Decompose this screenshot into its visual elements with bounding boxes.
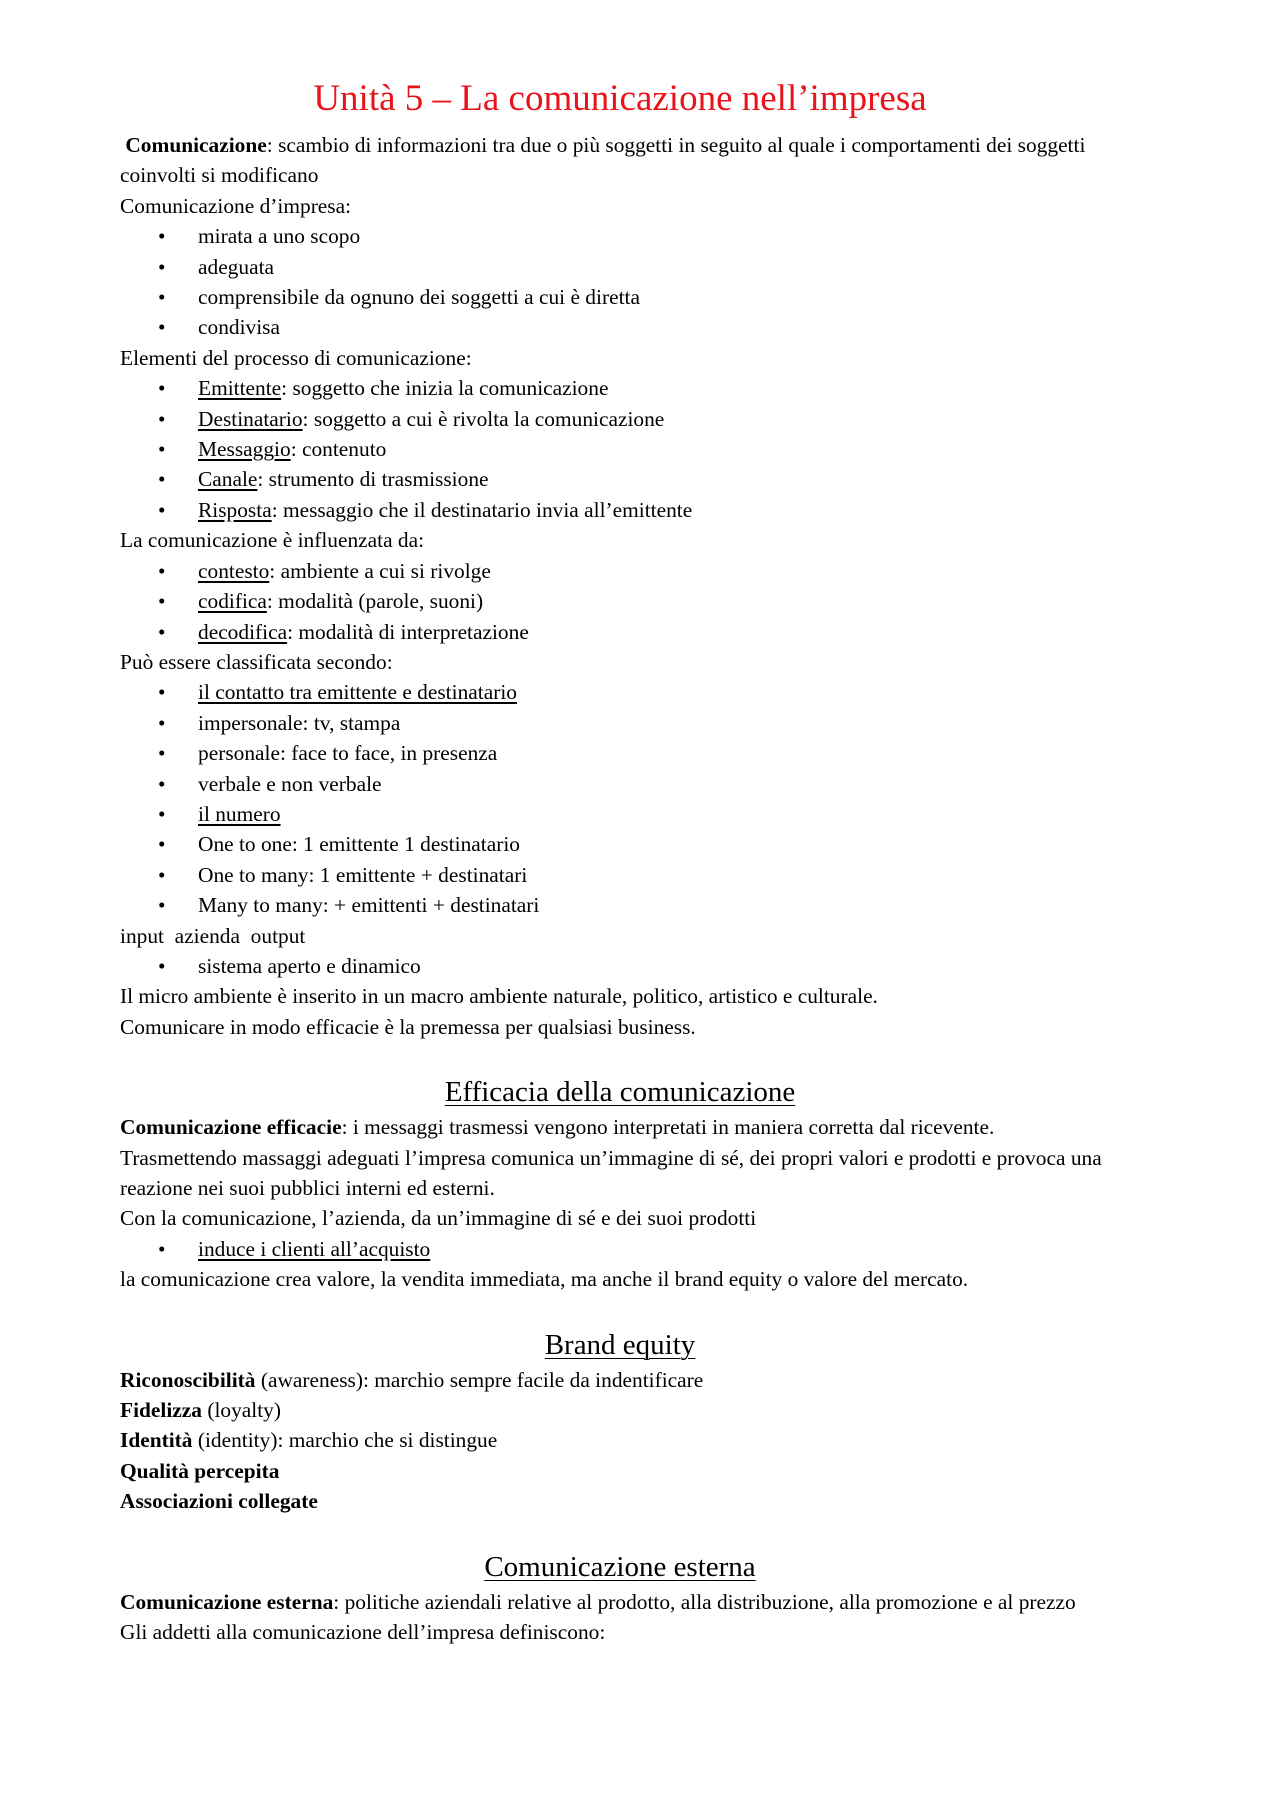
- comunicare-paragraph: Comunicare in modo efficacie è la premessa per qualsiasi business.: [120, 1014, 696, 1039]
- section-heading-text: Efficacia della comunicazione: [444, 1076, 796, 1109]
- efficacia-list: [120, 1234, 1120, 1264]
- list-item-text: : ambiente a cui si rivolge: [269, 558, 491, 583]
- list-item-text: : modalità (parole, suoni): [266, 589, 484, 614]
- list-item: [120, 252, 1120, 282]
- list-item-term: codifica: [198, 589, 267, 614]
- bullet-icon: •: [158, 1236, 166, 1261]
- brand-item-term: Qualità percepita: [120, 1458, 280, 1483]
- bullet-icon: •: [158, 497, 166, 522]
- list-item-text: verbale e non verbale: [198, 771, 382, 796]
- list-item: [120, 708, 1120, 738]
- intro-definition: : scambio di informazioni tra due o più soggetti in seguito al quale i comportamenti dei soggetti coinvolti si modificano: [120, 133, 1086, 188]
- bullet-icon: •: [158, 893, 166, 918]
- list-item-term: Canale: [198, 467, 258, 492]
- list-item-text: impersonale: tv, stampa: [198, 710, 401, 735]
- intro-paragraph: [120, 130, 1120, 191]
- brand-item: [120, 1365, 1120, 1395]
- list-item: [120, 556, 1120, 586]
- brand-item: [120, 1395, 1120, 1425]
- list-item: [120, 586, 1120, 616]
- list-item-text: : contenuto: [290, 437, 387, 462]
- efficacia-paragraph-4: la comunicazione crea valore, la vendita immediata, ma anche il brand equity o valore del mercato.: [120, 1267, 969, 1292]
- list-item: [120, 799, 1120, 829]
- list-item-term: Messaggio: [198, 437, 291, 462]
- bullet-icon: •: [158, 741, 166, 766]
- bullet-icon: •: [158, 376, 166, 401]
- list-item: [120, 677, 1120, 707]
- list-item-text: : soggetto a cui è rivolta la comunicazione: [302, 406, 665, 431]
- section-spacer: [120, 1042, 1120, 1072]
- list-item: [120, 738, 1120, 768]
- bullet-icon: •: [158, 862, 166, 887]
- influenzata-heading: La comunicazione è influenzata da:: [120, 528, 425, 553]
- comunicazione-impresa-heading: Comunicazione d’impresa:: [120, 193, 352, 218]
- document-content: [120, 74, 1120, 1647]
- section-heading-text: Brand equity: [544, 1328, 696, 1361]
- bullet-icon: •: [158, 619, 166, 644]
- efficacia-paragraph-3: Con la comunicazione, l’azienda, da un’immagine di sé e dei suoi prodotti: [120, 1206, 757, 1231]
- list-item: [120, 464, 1120, 494]
- list-item-term: Risposta: [198, 497, 272, 522]
- brand-item: [120, 1486, 1120, 1516]
- list-item: [120, 1234, 1120, 1264]
- esterna-def: : politiche aziendali relative al prodotto, alla distribuzione, alla promozione e al prezzo: [333, 1589, 1076, 1614]
- brand-item-term: Associazioni collegate: [120, 1489, 318, 1514]
- list-item-text: : strumento di trasmissione: [257, 467, 489, 492]
- list-item-text: : soggetto che inizia la comunicazione: [281, 376, 609, 401]
- efficacia-paragraph-2: Trasmettendo massaggi adeguati l’impresa comunica un’immagine di sé, dei propri valori e prodotti e provoca una reazione nei suoi pubblici interni ed esterni.: [120, 1145, 1102, 1200]
- list-item: [120, 282, 1120, 312]
- bullet-icon: •: [158, 224, 166, 249]
- section-heading-text: Comunicazione esterna: [484, 1550, 756, 1583]
- section-heading-esterna: [120, 1547, 1120, 1587]
- list-item-term: il numero: [198, 801, 281, 826]
- micro-ambiente-paragraph: Il micro ambiente è inserito in un macro ambiente naturale, politico, artistico e culturale.: [120, 984, 878, 1009]
- list-item: [120, 829, 1120, 859]
- list-item: [120, 860, 1120, 890]
- efficacia-definition: [120, 1112, 1120, 1142]
- bullet-icon: •: [158, 953, 166, 978]
- list-item-text: : modalità di interpretazione: [287, 619, 529, 644]
- input-output-line: input azienda output: [120, 923, 306, 948]
- list-item-term: induce i clienti all’acquisto: [198, 1236, 431, 1261]
- list-item: [120, 951, 1120, 981]
- list-item: [120, 769, 1120, 799]
- bullet-icon: •: [158, 406, 166, 431]
- list-item-text: comprensibile da ognuno dei soggetti a cui è diretta: [198, 285, 640, 310]
- list-item-text: adeguata: [198, 254, 275, 279]
- influenzata-list: [120, 556, 1120, 647]
- comunicazione-impresa-list: [120, 221, 1120, 343]
- list-item-text: One to many: 1 emittente + destinatari: [198, 862, 528, 887]
- brand-item-text: (identity): marchio che si distingue: [192, 1428, 498, 1453]
- list-item: [120, 434, 1120, 464]
- list-item-text: sistema aperto e dinamico: [198, 953, 421, 978]
- bullet-icon: •: [158, 558, 166, 583]
- bullet-icon: •: [158, 801, 166, 826]
- intro-term: Comunicazione: [125, 133, 267, 157]
- list-item-term: contesto: [198, 558, 270, 583]
- bullet-icon: •: [158, 285, 166, 310]
- section-heading-brand-equity: [120, 1325, 1120, 1365]
- list-item-text: One to one: 1 emittente 1 destinatario: [198, 832, 520, 857]
- bullet-icon: •: [158, 254, 166, 279]
- efficacia-def: : i messaggi trasmessi vengono interpretati in maniera corretta dal ricevente.: [341, 1115, 995, 1140]
- efficacia-term: Comunicazione efficacie: [120, 1115, 342, 1140]
- bullet-icon: •: [158, 589, 166, 614]
- bullet-icon: •: [158, 710, 166, 735]
- brand-item: [120, 1425, 1120, 1455]
- bullet-icon: •: [158, 832, 166, 857]
- section-spacer: [120, 1295, 1120, 1325]
- list-item-text: : messaggio che il destinatario invia all’emittente: [271, 497, 693, 522]
- list-item-text: mirata a uno scopo: [198, 224, 361, 249]
- classificata-heading: Può essere classificata secondo:: [120, 649, 393, 674]
- brand-item-term: Fidelizza: [120, 1398, 202, 1423]
- list-item: [120, 617, 1120, 647]
- elementi-list: [120, 373, 1120, 525]
- esterna-definition: [120, 1587, 1120, 1617]
- bullet-icon: •: [158, 771, 166, 796]
- list-item-term: decodifica: [198, 619, 288, 644]
- list-item: [120, 221, 1120, 251]
- sistema-list: [120, 951, 1120, 981]
- elementi-heading: Elementi del processo di comunicazione:: [120, 345, 472, 370]
- list-item: [120, 495, 1120, 525]
- page-title: Unità 5 – La comunicazione nell’impresa: [313, 78, 927, 119]
- bullet-icon: •: [158, 315, 166, 340]
- classificata-list: [120, 677, 1120, 920]
- brand-item-term: Riconoscibilità: [120, 1367, 256, 1392]
- brand-item-text: (loyalty): [201, 1398, 281, 1423]
- list-item-term: Destinatario: [198, 406, 303, 431]
- brand-item: [120, 1456, 1120, 1486]
- list-item: [120, 890, 1120, 920]
- list-item-text: personale: face to face, in presenza: [198, 741, 498, 766]
- list-item-term: Emittente: [198, 376, 282, 401]
- list-item-text: condivisa: [198, 315, 280, 340]
- list-item: [120, 312, 1120, 342]
- brand-item-text: (awareness): marchio sempre facile da indentificare: [255, 1367, 704, 1392]
- brand-item-term: Identità: [120, 1428, 193, 1453]
- section-heading-efficacia: [120, 1072, 1120, 1112]
- list-item: [120, 404, 1120, 434]
- section-spacer: [120, 1517, 1120, 1547]
- bullet-icon: •: [158, 467, 166, 492]
- bullet-icon: •: [158, 437, 166, 462]
- esterna-term: Comunicazione esterna: [120, 1589, 334, 1614]
- esterna-paragraph-2: Gli addetti alla comunicazione dell’impresa definiscono:: [120, 1620, 606, 1645]
- list-item-text: Many to many: + emittenti + destinatari: [198, 893, 540, 918]
- list-item-term: il contatto tra emittente e destinatario: [198, 680, 517, 705]
- bullet-icon: •: [158, 680, 166, 705]
- list-item: [120, 373, 1120, 403]
